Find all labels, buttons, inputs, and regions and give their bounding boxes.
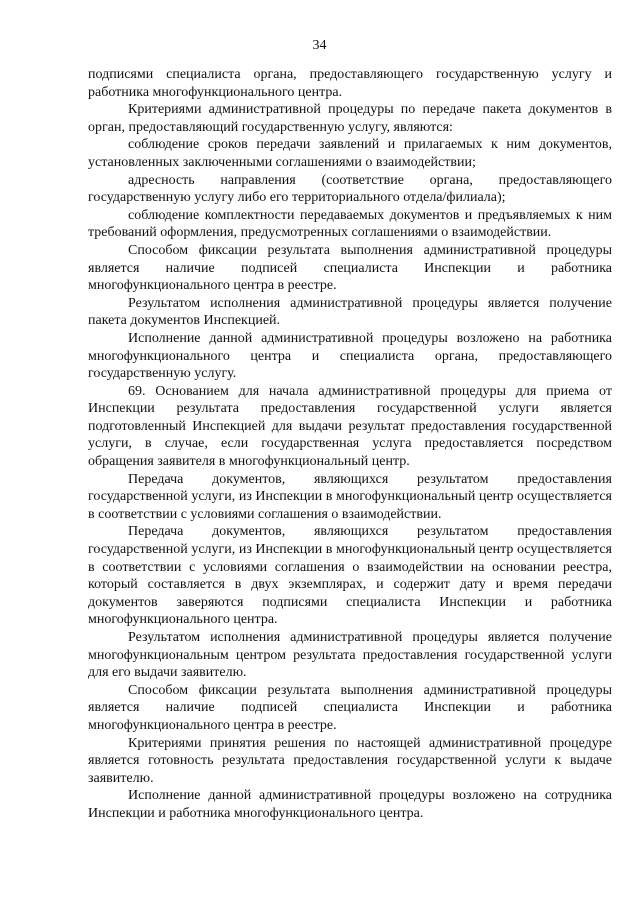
paragraph: Передача документов, являющихся результатом предоставления государственной услуги, из Инспекции в многофункциональный центр осуществляется в соответствии с условиями соглашения о взаимодействии на основании реестра, который составляется в двух экземплярах, и содержит дату и время передачи документов заверяются подписями специалиста Инспекции и работника многофункционального центра. xyxy=(88,524,612,628)
paragraph: соблюдение сроков передачи заявлений и прилагаемых к ним документов, установленных заключенными соглашениями о взаимодействии; xyxy=(88,137,612,170)
paragraph: Результатом исполнения административной процедуры является получение пакета документов Инспекцией. xyxy=(88,295,612,329)
paragraph: Результатом исполнения административной процедуры является получение многофункциональным центром результата предоставления государственной услуги для его выдачи заявителю. xyxy=(88,630,612,681)
paragraph: Способом фиксации результата выполнения административной процедуры является наличие подписей специалиста Инспекции и работника многофункционального центра в реестре. xyxy=(88,682,612,733)
document-body xyxy=(88,66,612,823)
paragraph: Критериями административной процедуры по передаче пакета документов в орган, предоставляющий государственную услугу, являются: xyxy=(88,102,612,135)
paragraph: подписями специалиста органа, предоставляющего государственную услугу и работника многофункционального центра. xyxy=(88,67,612,100)
page-number: 34 xyxy=(312,38,327,53)
paragraph: Передача документов, являющихся результатом предоставления государственной услуги, из Инспекции в многофункциональный центр осуществляется в соответствии с условиями соглашения о взаимодействии. xyxy=(88,471,612,522)
paragraph: соблюдение комплектности передаваемых документов и предъявляемых к ним требований оформления, предусмотренных соглашениями о взаимодействии. xyxy=(88,207,612,241)
paragraph: Способом фиксации результата выполнения административной процедуры является наличие подписей специалиста Инспекции и работника многофункционального центра в реестре. xyxy=(88,242,612,294)
paragraph: Исполнение данной административной процедуры возложено на работника многофункционального центра и специалиста органа, предоставляющего государственную услугу. xyxy=(88,330,612,382)
paragraph: Исполнение данной административной процедуры возложено на сотрудника Инспекции и работника многофункционального центра. xyxy=(88,788,612,821)
paragraph: адресность направления (соответствие органа, предоставляющего государственную услугу либо его территориального отдела/филиала); xyxy=(88,172,612,206)
paragraph: 69. Основанием для начала административной процедуры для приема от Инспекции результата предоставления государственной услуги является подготовленный Инспекцией для выдачи результат предоставления государственной услуги, в случае, если государственная услуга предоставляется посредством обращения заявителя в многофункциональный центр. xyxy=(88,383,612,470)
paragraph: Критериями принятия решения по настоящей административной процедуре является готовность результата предоставления государственной услуги к выдаче заявителю. xyxy=(88,735,612,786)
